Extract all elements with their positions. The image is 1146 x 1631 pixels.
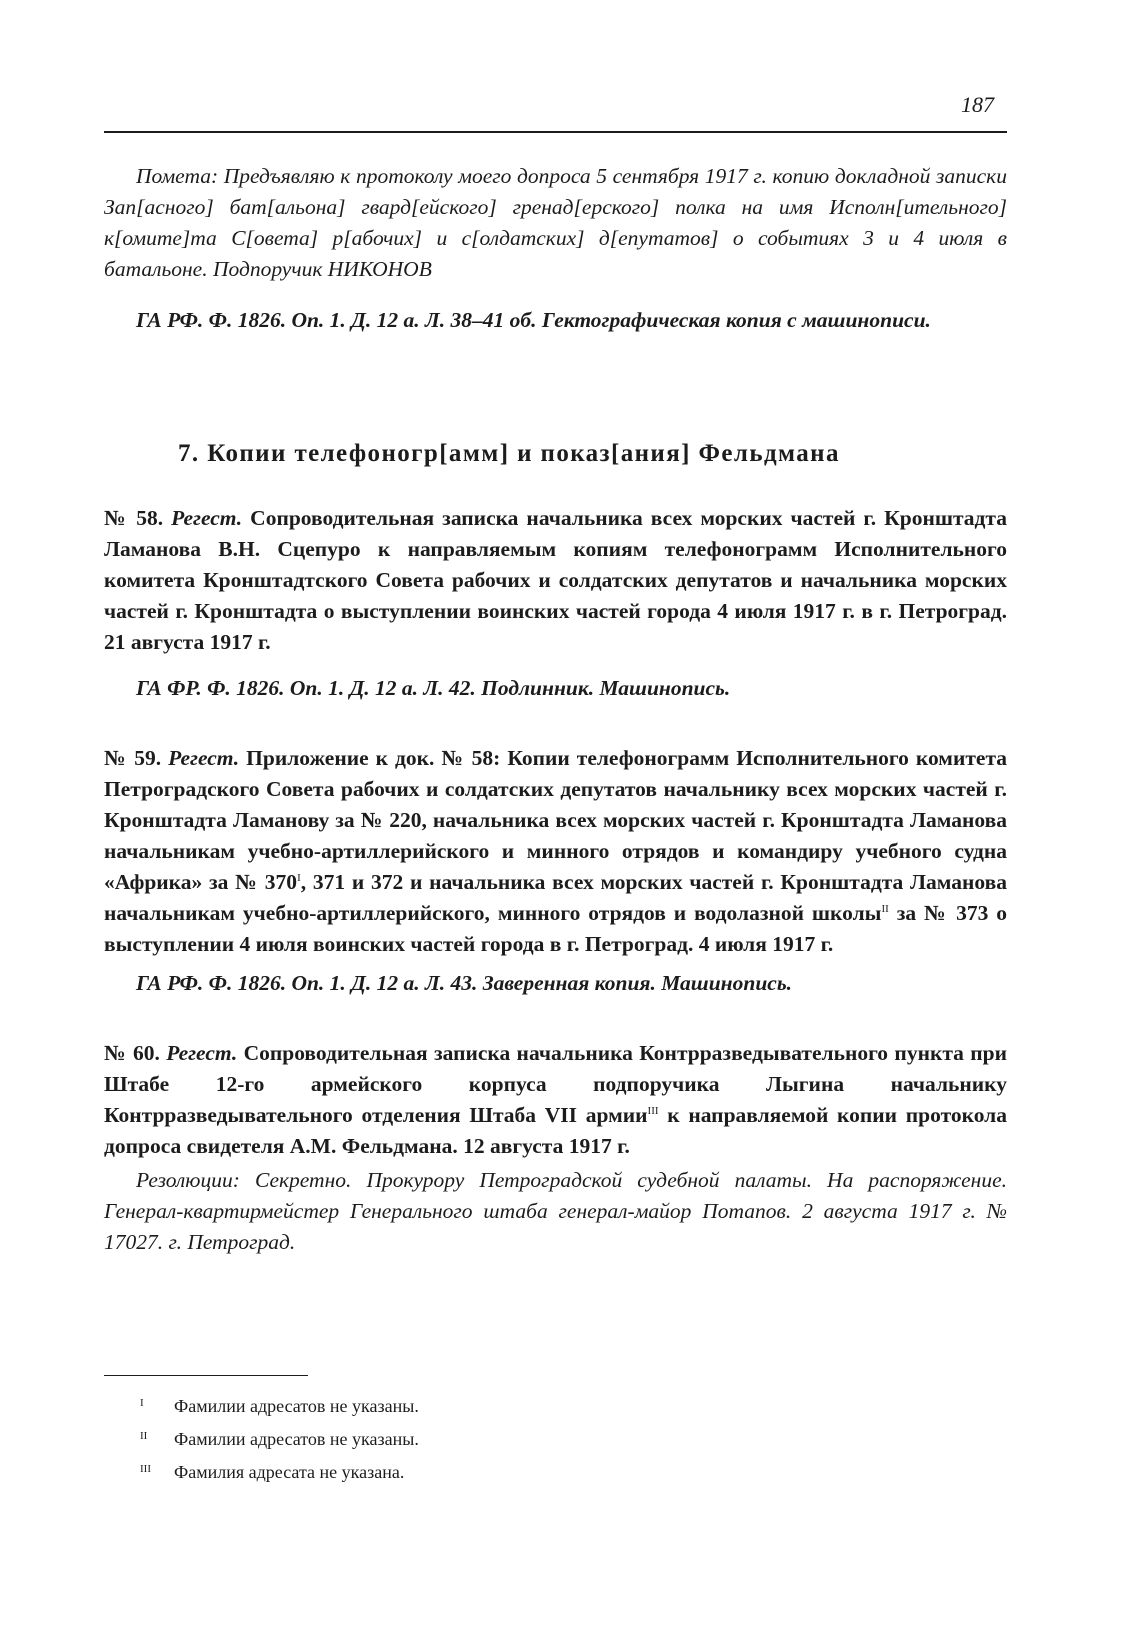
footnote-1 — [140, 1392, 419, 1417]
entry-59-number: № 59. — [104, 746, 162, 770]
note-top: Помета: Предъявляю к протоколу моего допроса 5 сентября 1917 г. копию докладной записки Зап[асного] бат[альона] гвард[ейского] гренад[ерского] полка на имя Исполн[ительного] к[омите]та С[овета] р[абочих] и с[олдатских] д[епутатов] о событиях 3 и 4 июля в батальоне. Подпоручик НИКОНОВ — [104, 164, 1007, 281]
entry-58-archive: ГА ФР. Ф. 1826. Оп. 1. Д. 12 а. Л. 42. Подлинник. Машинопись. — [136, 676, 731, 700]
entry-60-label: Регест. — [166, 1041, 238, 1065]
footnote-3 — [140, 1458, 404, 1483]
entry-59-text-1: Приложение к док. № 58: Копии телефонограмм Исполнительного комитета Петроградского Совета рабочих и солдатских депутатов начальнику всех морских частей г. Кронштадта Ламанову за № 220, начальника всех морских частей г. Кронштадта Ламанова начальникам учебно-артиллерийского и минного отрядов и командиру учебного судна «Африка» за № 370 — [104, 746, 1008, 894]
footnote-2-text: Фамилии адресатов не указаны. — [174, 1429, 419, 1449]
entry-59-archive: ГА РФ. Ф. 1826. Оп. 1. Д. 12 а. Л. 43. Заверенная копия. Машинопись. — [136, 971, 793, 995]
entry-58 — [104, 503, 1007, 658]
entry-59 — [104, 743, 1007, 960]
section-title: 7. Копии телефоногр[амм] и показ[ания] Фельдмана — [178, 440, 840, 467]
footnote-2 — [140, 1425, 419, 1450]
entry-59-label: Регест. — [168, 746, 240, 770]
entry-60-resolution: Резолюции: Секретно. Прокурору Петроградской судебной палаты. На распоряжение. Генерал-квартирмейстер Генерального штаба генерал-майор Потапов. 2 августа 1917 г. № 17027. г. Петроград. — [104, 1168, 1007, 1254]
entry-60-text-1: Сопроводительная записка начальника Контрразведывательного пункта при Штабе 12-го армейского корпуса подпоручика Лыгина начальнику Контрразведывательного отделения Штаба VII армии — [104, 1041, 1008, 1127]
archive-reference-top: ГА РФ. Ф. 1826. Оп. 1. Д. 12 а. Л. 38–41 об. Гектографическая копия с машинописи. — [136, 308, 931, 332]
entry-58-label: Регест. — [171, 506, 243, 530]
entry-58-number: № 58. — [104, 506, 164, 530]
footnote-3-text: Фамилия адресата не указана. — [174, 1462, 405, 1482]
entry-60-text-2: к направляемой копии протокола допроса свидетеля А.М. Фельдмана. 12 августа 1917 г. — [104, 1103, 1007, 1158]
footnote-ref-2: II — [881, 902, 889, 915]
footnote-2-mark: II — [140, 1430, 148, 1442]
entry-58-text: Сопроводительная записка начальника всех морских частей г. Кронштадта Ламанова В.Н. Сцепуро к направляемым копиям телефонограмм Исполнительного комитета Кронштадтского Совета рабочих и солдатских депутатов и начальника морских частей г. Кронштадта о выступлении воинских частей города 4 июля 1917 г. в г. Петроград. 21 августа 1917 г. — [104, 506, 1008, 654]
footnote-rule — [104, 1375, 308, 1376]
entry-60 — [104, 1038, 1007, 1162]
footnote-3-mark: III — [140, 1463, 151, 1475]
entry-59-text-2: , 371 и 372 и начальника всех морских частей г. Кронштадта Ламанова начальникам учебно-артиллерийского, минного отрядов и водолазной школы — [104, 870, 1007, 925]
header-rule — [104, 131, 1007, 133]
page-number: 187 — [961, 92, 994, 117]
entry-60-number: № 60. — [104, 1041, 160, 1065]
footnote-ref-1: I — [297, 871, 301, 884]
footnote-ref-3: III — [647, 1104, 659, 1117]
entry-59-text-3: за № 373 о выступлении 4 июля воинских частей города в г. Петроград. 4 июля 1917 г. — [104, 901, 1008, 956]
footnote-1-mark: I — [140, 1397, 144, 1409]
footnote-1-text: Фамилии адресатов не указаны. — [174, 1396, 419, 1416]
